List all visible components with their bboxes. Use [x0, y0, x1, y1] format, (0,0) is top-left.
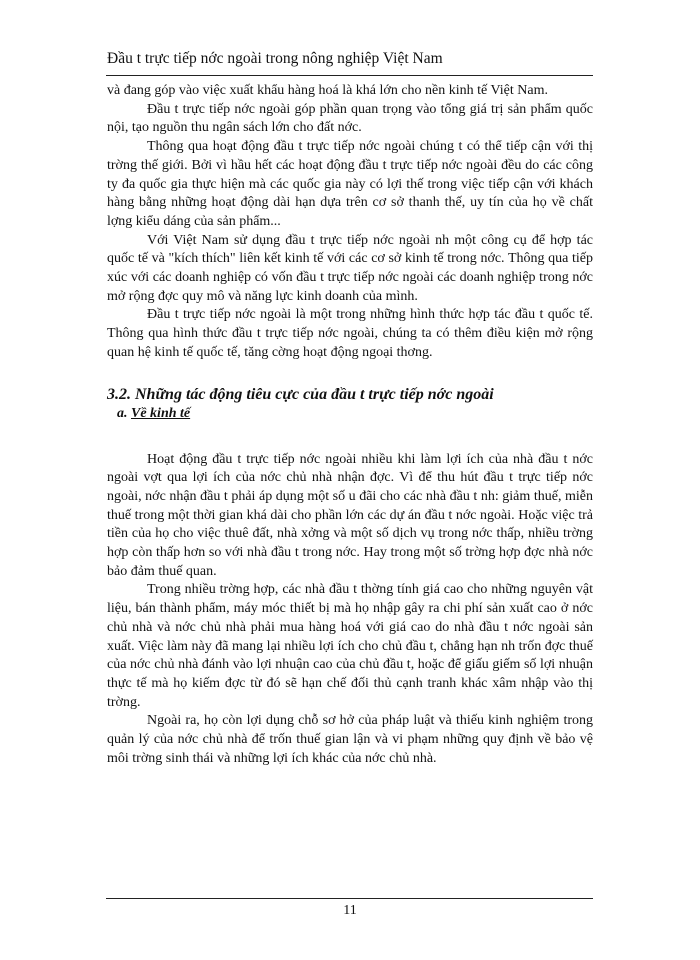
- paragraph-market-access: Thông qua hoạt động đầu t trực tiếp nớc ngoài chúng t có thể tiếp cận với thị trờng thế giới. Bởi vì hầu hết các hoạt động đầu t trực tiếp nớc ngoài đều do các công ty đa quốc gia thực hiện mà các quốc gia này có lợi thế trong việc tiếp cận với khách hàng bằng những hoạt động dài hạn dựa trên cơ sở thanh thế, uy tín của họ về chất lợng kiểu dáng của sản phẩm...: [107, 139, 593, 229]
- document-body: [107, 82, 593, 769]
- paragraph-continuation: và đang góp vào việc xuất khẩu hàng hoá là khá lớn cho nền kinh tế Việt Nam.: [107, 83, 548, 98]
- page-header-title: Đầu t trực tiếp nớc ngoài trong nông nghiệp Việt Nam: [107, 50, 443, 67]
- paragraph-investor-benefits: Hoạt động đầu t trực tiếp nớc ngoài nhiều khi làm lợi ích của nhà đầu t nớc ngoài vợt qua lợi ích của nớc chủ nhà nhận đợc. Vì để thu hút đầu t trực tiếp nớc ngoài, nớc nhận đầu t phải áp dụng một số u đãi cho các nhà đầu t nh: giảm thuế, miễn thuế trong một thời gian khá dài cho phần lớn các dự án đầu t nớc ngoài. Hoặc việc trả tiền của họ cho việc thuê đất, nhà xởng và một số dịch vụ trong nớc thấp, nhiều trờng hợp còn thấp hơn so với nhà đầu t trong nớc. Hay trong một số trờng hợp đợc nhà nớc bảo đảm thuế quan.: [107, 451, 593, 579]
- paragraph-gdp-contribution: Đầu t trực tiếp nớc ngoài góp phần quan trọng vào tổng giá trị sản phẩm quốc nội, tạo nguồn thu ngân sách lớn cho đất nớc.: [107, 101, 593, 136]
- page-number: 11: [343, 903, 357, 918]
- section-heading: 3.2. Những tác động tiêu cực của đầu t trực tiếp nớc ngoài: [107, 385, 494, 403]
- paragraph-international-cooperation: Với Việt Nam sử dụng đầu t trực tiếp nớc ngoài nh một công cụ để hợp tác quốc tế và "kích thích" liên kết kinh tế với các cơ sở kinh tế trong nớc. Thông qua tiếp xúc với các doanh nghiệp có vốn đầu t trực tiếp nớc ngoài các doanh nghiệp trong nớc mở rộng đợc quy mô và năng lực kinh doanh của mình.: [107, 232, 593, 304]
- subsection-label: Về kinh tế: [131, 405, 191, 421]
- subsection-prefix: a.: [117, 405, 131, 421]
- paragraph-investment-form: Đầu t trực tiếp nớc ngoài là một trong những hình thức hợp tác đầu t quốc tế. Thông qua hình thức đầu t trực tiếp nớc ngoài, chúng ta có thêm điều kiện mở rộng quan hệ kinh tế quốc tế, tăng cờng hoạt động ngoại thơng.: [107, 307, 593, 360]
- header-divider: [106, 75, 593, 76]
- subsection-heading: [117, 405, 593, 423]
- paragraph-transfer-pricing: Trong nhiều trờng hợp, các nhà đầu t thờng tính giá cao cho những nguyên vật liệu, bán thành phẩm, máy móc thiết bị mà họ nhập gây ra chi phí sản xuất cao ở nớc chủ nhà và nớc chủ nhà phải mua hàng hoá với giá cao do nhà đầu t nớc ngoài sản xuất. Việc làm này đã mang lại nhiều lợi ích cho chủ đầu t, chẳng hạn nh trốn đợc thuế của nớc chủ nhà đánh vào lợi nhuận cao của chủ đầu t, hoặc để giấu giếm số lợi nhuận thực tế mà họ kiếm đợc từ đó sẽ hạn chế đối thủ cạnh tranh khác xâm nhập vào thị trờng.: [107, 582, 593, 710]
- paragraph-legal-loopholes: Ngoài ra, họ còn lợi dụng chỗ sơ hở của pháp luật và thiếu kinh nghiệm trong quản lý của nớc chủ nhà để trốn thuế gian lận và vi phạm những quy định về bảo vệ môi trờng sinh thái và những lợi ích khác của nớc chủ nhà.: [107, 713, 593, 766]
- footer-divider: [106, 898, 593, 899]
